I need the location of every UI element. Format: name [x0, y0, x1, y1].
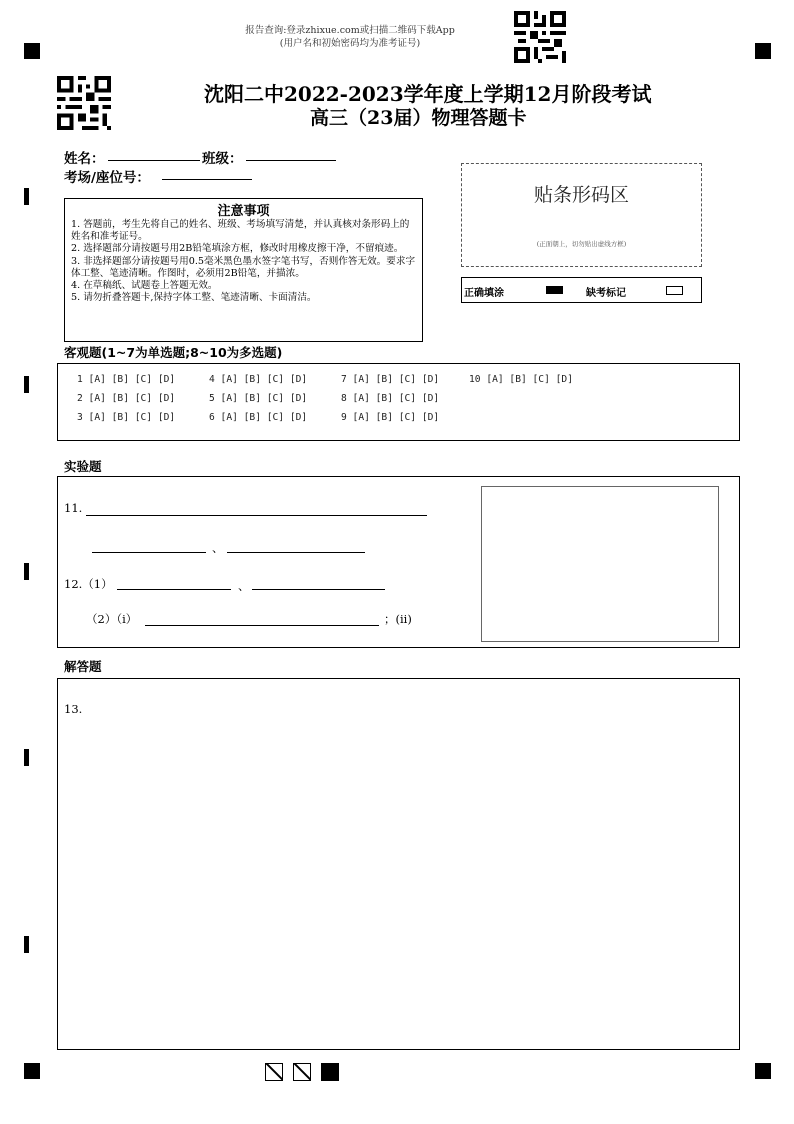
experiment-section-title: 实验题 [64, 459, 102, 474]
student-qr-code [57, 76, 111, 130]
timing-bar [24, 563, 29, 580]
correct-fill-label: 正确填涂 [464, 288, 504, 299]
report-query-text [200, 24, 500, 50]
notice-item: 2. 选择题部分请按题号用2B铅笔填涂方框，修改时用橡皮擦干净，不留痕迹。 [71, 243, 404, 255]
barcode-note: (正面朝上，切勿贴出虚线方框) [536, 240, 627, 248]
objective-section-title: 客观题(1~7为单选题;8~10为多选题) [64, 345, 283, 360]
choice-q4[interactable]: 4 [A] [B] [C] [D] [209, 374, 308, 385]
notice-text [65, 219, 422, 304]
choice-q10[interactable]: 10 [A] [B] [C] [D] [469, 374, 573, 385]
fill-legend [461, 277, 702, 303]
timing-mark [755, 1063, 771, 1079]
exam-title: 沈阳二中2022-2023学年度上学期12月阶段考试 [204, 82, 652, 106]
page-mark-slashed [265, 1063, 283, 1081]
solution-section-title: 解答题 [64, 659, 102, 674]
choice-q1[interactable]: 1 [A] [B] [C] [D] [77, 374, 176, 385]
solution-answer-box[interactable] [57, 678, 740, 1050]
absent-mark-box[interactable] [666, 286, 683, 295]
absent-mark-label: 缺考标记 [586, 288, 626, 299]
page-mark-slashed [293, 1063, 311, 1081]
q12-1-answer-line-2[interactable] [252, 589, 385, 590]
notice-title: 注意事项 [217, 204, 270, 219]
q12-1-label: 12.（1） [64, 577, 113, 591]
correct-fill-sample [546, 286, 563, 294]
barcode-area[interactable] [461, 163, 702, 267]
name-label: 姓名： [64, 151, 105, 167]
timing-bar [24, 749, 29, 766]
timing-bar [24, 936, 29, 953]
report-query-note: (用户名和初始密码均为准考证号) [279, 38, 421, 49]
choice-q7[interactable]: 7 [A] [B] [C] [D] [341, 374, 440, 385]
page-mark-filled [321, 1063, 339, 1081]
barcode-title: 贴条形码区 [533, 184, 629, 206]
q12-2-label: （2）（i） [86, 612, 138, 626]
notice-item: 5. 请勿折叠答题卡,保持字体工整、笔迹清晰、卡面清洁。 [71, 292, 317, 304]
q12-1-answer-line[interactable] [117, 589, 231, 590]
choice-q3[interactable]: 3 [A] [B] [C] [D] [77, 412, 176, 423]
notice-box [64, 198, 423, 342]
q11-number: 11. [64, 501, 83, 515]
choice-q2[interactable]: 2 [A] [B] [C] [D] [77, 393, 176, 404]
choice-q5[interactable]: 5 [A] [B] [C] [D] [209, 393, 308, 404]
timing-bar [24, 376, 29, 393]
notice-item: 1. 答题前，考生先将自己的姓名、班级、考场填写清楚，并认真核对条形码上的姓名和准考证号。 [71, 219, 410, 243]
choice-q9[interactable]: 9 [A] [B] [C] [D] [341, 412, 440, 423]
q11-answer-line[interactable] [86, 515, 427, 516]
timing-mark [755, 43, 771, 59]
choice-q6[interactable]: 6 [A] [B] [C] [D] [209, 412, 308, 423]
separator: 、 [238, 579, 250, 593]
notice-item: 3. 非选择题部分请按题号用0.5毫米黑色墨水签字笔书写，否则作答无效。要求字体工整、笔迹清晰。作图时，必须用2B铅笔，并描浓。 [71, 255, 416, 279]
report-query-line: 报告查询:登录zhixue.com或扫描二维码下载App [245, 25, 455, 36]
name-field[interactable] [108, 160, 200, 161]
class-label: 班级： [202, 151, 243, 167]
class-field[interactable] [246, 160, 336, 161]
q11-answer-line-2[interactable] [92, 552, 206, 553]
q11-answer-line-3[interactable] [227, 552, 365, 553]
seat-label: 考场/座位号： [64, 170, 150, 186]
q12-2-ii-label: ；(ii) [384, 612, 412, 626]
timing-mark [24, 43, 40, 59]
exam-subtitle: 高三（23届）物理答题卡 [310, 107, 527, 129]
choice-q8[interactable]: 8 [A] [B] [C] [D] [341, 393, 440, 404]
seat-field[interactable] [162, 179, 252, 180]
q13-number: 13. [64, 702, 83, 716]
download-qr-code [514, 11, 566, 63]
q12-2-answer-line[interactable] [145, 625, 379, 626]
timing-bar [24, 188, 29, 205]
notice-item: 4. 在草稿纸、试题卷上答题无效。 [71, 280, 218, 292]
drawing-area[interactable] [481, 486, 719, 642]
timing-mark [24, 1063, 40, 1079]
separator: 、 [212, 541, 224, 555]
